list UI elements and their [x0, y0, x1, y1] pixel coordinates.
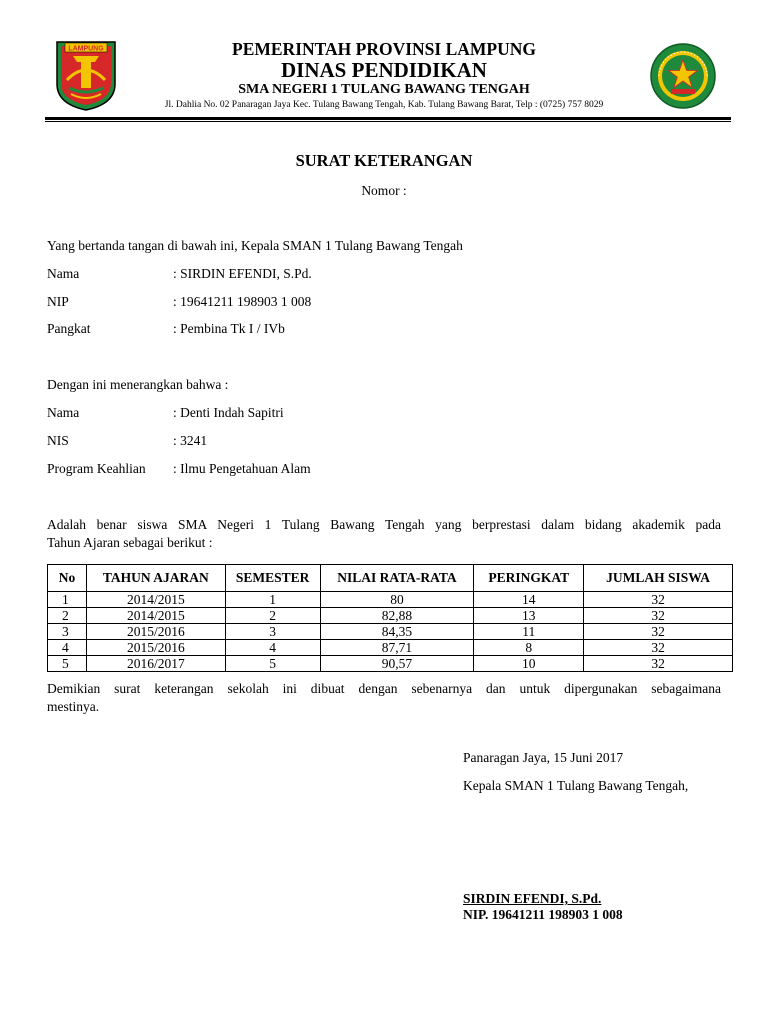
column-header-no: No [48, 565, 87, 592]
cell-academic-year: 2015/2016 [86, 640, 225, 656]
cell-semester: 1 [225, 592, 320, 608]
cell-rank: 14 [474, 592, 584, 608]
document-title: SURAT KETERANGAN [295, 151, 473, 170]
table-row [48, 624, 733, 640]
signature-name: SIRDIN EFENDI, S.Pd. [463, 891, 602, 906]
letterhead-line2: DINAS PENDIDIKAN [281, 58, 487, 82]
cell-average-score: 90,57 [320, 656, 474, 672]
column-header-semester: SEMESTER [225, 565, 320, 592]
body-line: Tahun Ajaran sebagai berikut : [47, 535, 213, 550]
statement-text: Dengan ini menerangkan bahwa : [47, 377, 229, 392]
column-header-academic-year: TAHUN AJARAN [86, 565, 225, 592]
cell-academic-year: 2014/2015 [86, 608, 225, 624]
cell-average-score: 87,71 [320, 640, 474, 656]
letterhead-address: Jl. Dahlia No. 02 Panaragan Jaya Kec. Tulang Bawang Tengah, Kab. Tulang Bawang Barat, Telp : (0725) 757 8029 [164, 100, 604, 110]
cell-no: 2 [48, 608, 87, 624]
cell-student-count: 32 [584, 592, 733, 608]
cell-average-score: 80 [320, 592, 474, 608]
cell-average-score: 82,88 [320, 608, 474, 624]
letterhead-line3: SMA NEGERI 1 TULANG BAWANG TENGAH [238, 82, 530, 97]
table-row [48, 592, 733, 608]
cell-student-count: 32 [584, 624, 733, 640]
signer-rank-label: Pangkat [47, 321, 91, 336]
cell-semester: 2 [225, 608, 320, 624]
cell-rank: 13 [474, 608, 584, 624]
cell-rank: 10 [474, 656, 584, 672]
student-name-label: Nama [47, 405, 80, 420]
cell-academic-year: 2016/2017 [86, 656, 225, 672]
school-emblem-icon [649, 42, 717, 110]
student-program-value: : Ilmu Pengetahuan Alam [173, 461, 311, 476]
signer-rank-value: : Pembina Tk I / IVb [173, 321, 285, 336]
column-header-average-score: NILAI RATA-RATA [320, 565, 474, 592]
student-name-value: : Denti Indah Sapitri [173, 405, 284, 420]
table-header-row [48, 565, 733, 592]
cell-no: 5 [48, 656, 87, 672]
achievement-table [47, 564, 733, 672]
intro-text: Yang bertanda tangan di bawah ini, Kepala SMAN 1 Tulang Bawang Tengah [47, 238, 463, 253]
closing-line: mestinya. [47, 699, 100, 714]
cell-rank: 8 [474, 640, 584, 656]
student-nis-value: : 3241 [173, 433, 208, 448]
cell-semester: 4 [225, 640, 320, 656]
signature-position: Kepala SMAN 1 Tulang Bawang Tengah, [463, 778, 689, 793]
column-header-rank: PERINGKAT [474, 565, 584, 592]
cell-average-score: 84,35 [320, 624, 474, 640]
cell-no: 4 [48, 640, 87, 656]
table-row [48, 640, 733, 656]
cell-student-count: 32 [584, 608, 733, 624]
letterhead-rule-thick [45, 117, 731, 120]
closing-line: Demikian surat keterangan sekolah ini dibuat dengan sebenarnya dan untuk dipergunakan sebagaimana [47, 681, 721, 696]
table-row [48, 656, 733, 672]
document-number: Nomor : [361, 183, 407, 198]
cell-semester: 5 [225, 656, 320, 672]
left-logo-text: LAMPUNG [68, 45, 104, 53]
column-header-student-count: JUMLAH SISWA [584, 565, 733, 592]
signature-place-date: Panaragan Jaya, 15 Juni 2017 [463, 750, 624, 765]
cell-semester: 3 [225, 624, 320, 640]
cell-academic-year: 2015/2016 [86, 624, 225, 640]
table-row [48, 608, 733, 624]
body-paragraph [47, 516, 721, 552]
closing-paragraph [47, 680, 721, 716]
cell-rank: 11 [474, 624, 584, 640]
letterhead-rule-thin [45, 121, 731, 122]
cell-academic-year: 2014/2015 [86, 592, 225, 608]
signer-nip-label: NIP [47, 294, 69, 309]
cell-student-count: 32 [584, 640, 733, 656]
student-program-label: Program Keahlian [47, 461, 146, 476]
signature-nip: NIP. 19641211 198903 1 008 [463, 907, 623, 922]
cell-no: 3 [48, 624, 87, 640]
signer-name-label: Nama [47, 266, 80, 281]
signer-name-value: : SIRDIN EFENDI, S.Pd. [173, 266, 312, 281]
body-line: Adalah benar siswa SMA Negeri 1 Tulang Bawang Tengah yang berprestasi dalam bidang akademik pada [47, 517, 721, 532]
cell-no: 1 [48, 592, 87, 608]
student-nis-label: NIS [47, 433, 69, 448]
cell-student-count: 32 [584, 656, 733, 672]
letterhead-line1: PEMERINTAH PROVINSI LAMPUNG [232, 39, 536, 59]
signer-nip-value: : 19641211 198903 1 008 [173, 294, 312, 309]
